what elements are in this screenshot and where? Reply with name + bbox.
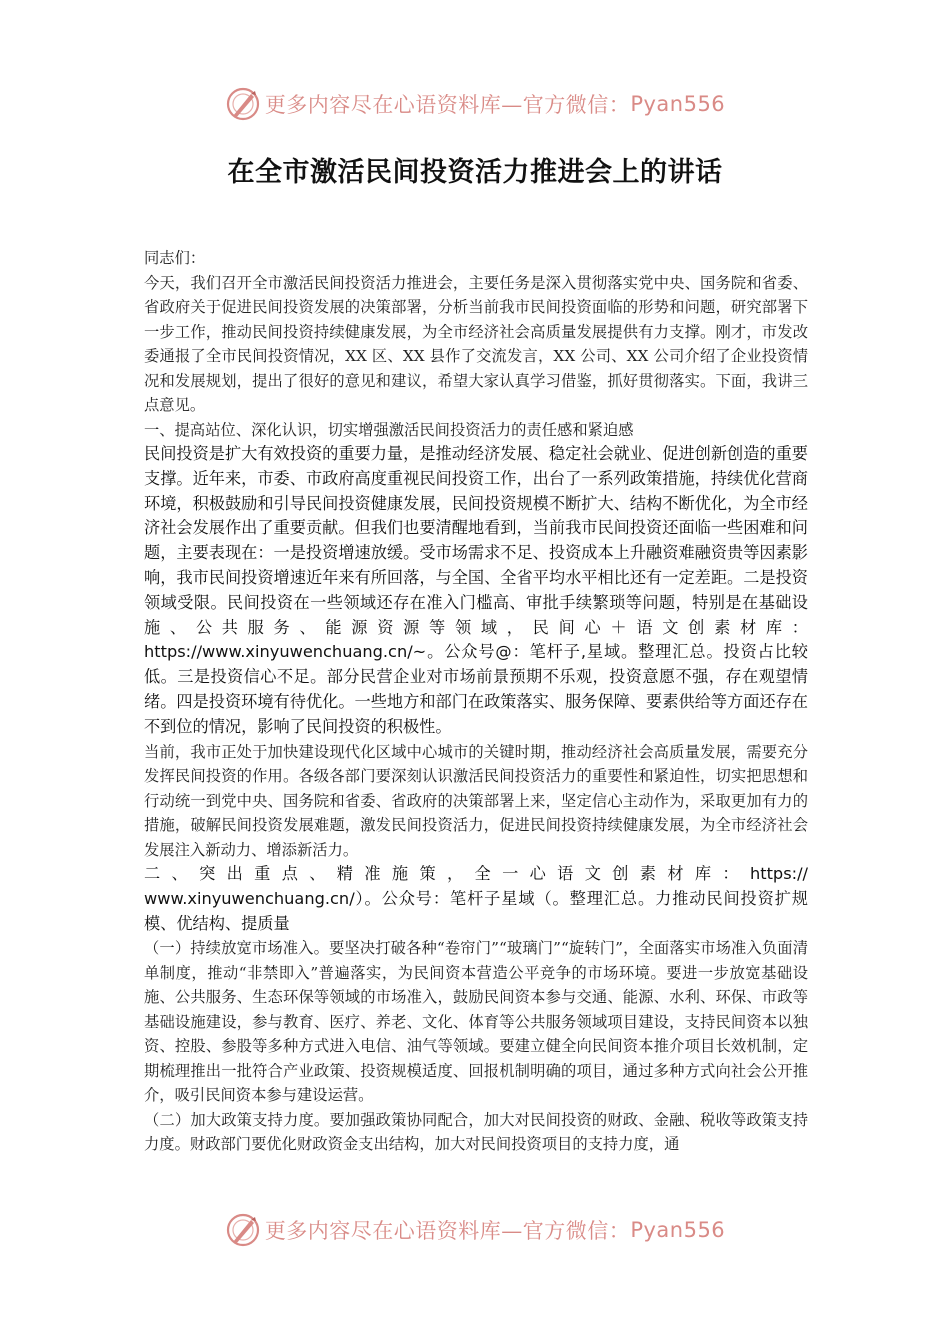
watermark-wechat-id: Pyan556	[630, 1218, 726, 1242]
watermark-logo-icon	[225, 86, 261, 122]
section-heading-2-line2: www.xinyuwenchuang.cn/）。公众号：笔杆子星域（。整理汇总。力推动民间投资扩规模、优结构、提质量	[144, 888, 808, 933]
section-heading-2-line1: 二、突出重点、精准施策，全一心语文创素材库：https://	[144, 864, 808, 884]
document-title: 在全市激活民间投资活力推进会上的讲话	[227, 157, 723, 188]
watermark-logo-icon	[225, 1212, 261, 1248]
section2-item-2: （二）加大政策支持力度。要加强政策协同配合，加大对民间投资的财政、金融、税收等政策支持力度。财政部门要优化财政资金支出结构，加大对民间投资项目的支持力度，通	[144, 1110, 808, 1154]
watermark-text: 更多内容尽在心语资料库—官方微信：	[264, 1219, 631, 1243]
watermark-text: 更多内容尽在心语资料库—官方微信：	[264, 93, 631, 117]
section2-item-1: （一）持续放宽市场准入。要坚决打破各种“卷帘门”“玻璃门”“旋转门”，全面落实市场准入负面清单制度，推动“非禁即入”普遍落实，为民间资本营造公平竞争的市场环境。要进一步放宽基础设施、公共服务、生态环保等领域的市场准入，鼓励民间资本参与交通、能源、水利、环保、市政等基础设施建设，参与教育、医疗、养老、文化、体育等公共服务领域项目建设，支持民间资本以独资、控股、参股等多种方式进入电信、油气等领域。要建立健全向民间资本推介项目长效机制，定期梳理推出一批符合产业政策、投资规模适度、回报机制明确的项目，通过多种方式向社会公开推介，吸引民间资本参与建设运营。	[144, 939, 808, 1105]
watermark-banner-top	[0, 84, 950, 124]
section-heading-1: 一、提高站位、深化认识，切实增强激活民间投资活力的责任感和紧迫感	[144, 420, 634, 439]
watermark-banner-bottom	[0, 1210, 950, 1250]
document-body	[144, 246, 808, 1157]
section1-paragraph-2: 当前，我市正处于加快建设现代化区域中心城市的关键时期，推动经济社会高质量发展，需要充分发挥民间投资的作用。各级各部门要深刻认识激活民间投资活力的重要性和紧迫性，切实把思想和行动统一到党中央、国务院和省委、省政府的决策部署上来，坚定信心主动作为，采取更加有力的措施，破解民间投资发展难题，激发民间投资活力，促进民间投资持续健康发展，为全市经济社会发展注入新动力、增添新活力。	[144, 742, 808, 859]
watermark-wechat-id: Pyan556	[630, 92, 726, 116]
intro-paragraph: 今天，我们召开全市激活民间投资活力推进会，主要任务是深入贯彻落实党中央、国务院和省委、省政府关于促进民间投资发展的决策部署，分析当前我市民间投资面临的形势和问题，研究部署下一步工作，推动民间投资持续健康发展，为全市经济社会高质量发展提供有力支撑。刚才，市发改委通报了全市民间投资情况，XX 区、XX 县作了交流发言，XX 公司、XX 公司介绍了企业投资情况和发展规划，提出了很好的意见和建议，希望大家认真学习借鉴，抓好贯彻落实。下面，我讲三点意见。	[144, 273, 808, 414]
section1-paragraph-1: 民间投资是扩大有效投资的重要力量，是推动经济发展、稳定社会就业、促进创新创造的重要支撑。近年来，市委、市政府高度重视民间投资工作，出台了一系列政策措施，持续优化营商环境，积极鼓励和引导民间投资健康发展，民间投资规模不断扩大、结构不断优化，为全市经济社会发展作出了重要贡献。但我们也要清醒地看到，当前我市民间投资还面临一些困难和问题，主要表现在：一是投资增速放缓。受市场需求不足、投资成本上升融资难融资贵等因素影响，我市民间投资增速近年来有所回落，与全国、全省平均水平相比还有一定差距。二是投资领域受限。民间投资在一些领域还存在准入门槛高、审批手续繁琐等问题，特别是在基础设施、公共服务、能源资源等领域，民间心＋语文创素材库：https://www.xinyuwenchuang.cn/~。公众号@：笔杆子,星域。整理汇总。投资占比较低。三是投资信心不足。部分民营企业对市场前景预期不乐观，投资意愿不强，存在观望情绪。四是投资环境有待优化。一些地方和部门在政策落实、服务保障、要素供给等方面还存在不到位的情况，影响了民间投资的积极性。	[144, 444, 808, 736]
salutation: 同志们：	[144, 249, 206, 267]
